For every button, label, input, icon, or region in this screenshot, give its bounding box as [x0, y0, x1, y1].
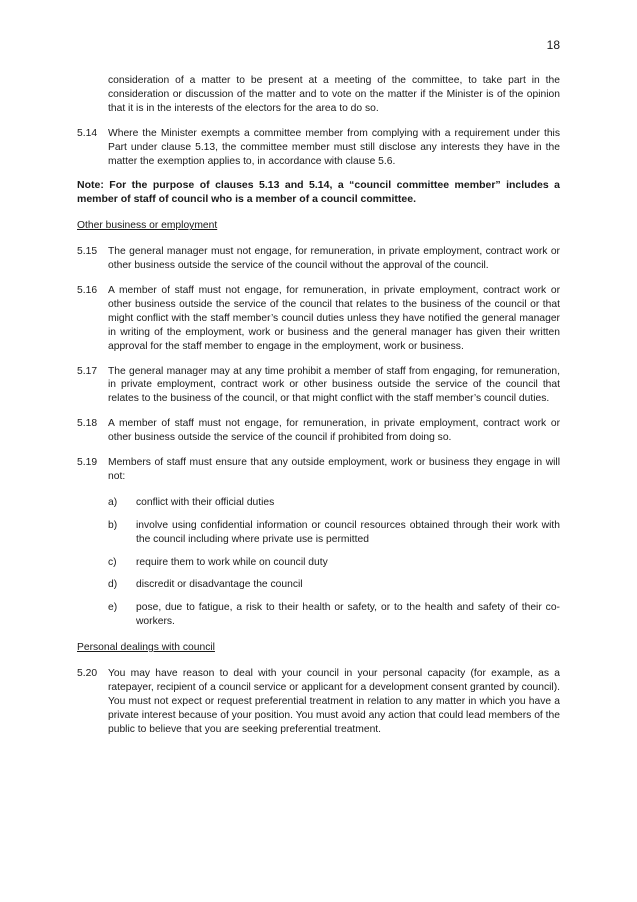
clause-5-14 — [77, 127, 560, 169]
list-item-label: a) — [108, 496, 118, 508]
list-item-d — [108, 578, 560, 592]
list-item-text: conflict with their official duties — [136, 496, 275, 508]
clause-text: Where the Minister exempts a committee member from complying with a requirement under this Part under clause 5.13, the committee member must still disclose any interests they have in the matter the exemption applies to, in accordance with clause 5.6. — [108, 127, 560, 167]
list-item-label: e) — [108, 602, 118, 614]
clause-5-16 — [77, 284, 560, 354]
clause-text: You may have reason to deal with your council in your personal capacity (for example, as a ratepayer, recipient of a council service or applicant for a development consent granted by council). You must not expect or request preferential treatment in relation to any matter in which you have a private interest because of your position. You must avoid any action that could lead members of the public to believe that you are seeking preferential treatment. — [108, 668, 560, 735]
page-number: 18 — [546, 38, 560, 52]
list-item-text: require them to work while on council duty — [136, 556, 328, 568]
clause-number: 5.19 — [77, 457, 98, 469]
clause-number: 5.20 — [77, 668, 98, 680]
clause-5-20 — [77, 667, 560, 737]
clause-5-17 — [77, 365, 560, 407]
document-body — [77, 74, 560, 737]
list-item-label: c) — [108, 556, 117, 568]
clause-number: 5.16 — [77, 284, 98, 296]
list-item-c — [108, 556, 560, 570]
list-item-b — [108, 519, 560, 547]
clause-text: A member of staff must not engage, for remuneration, in private employment, contract work or other business outside the service of the council if prohibited from doing so. — [108, 418, 560, 444]
clause-text: The general manager must not engage, for remuneration, in private employment, contract work or other business outside the service of the council without the approval of the council. — [108, 246, 560, 272]
clause-text: Members of staff must ensure that any outside employment, work or business they engage in will not: — [108, 457, 560, 482]
clause-number: 5.17 — [77, 365, 98, 377]
heading-personal-dealings: Personal dealings with council — [77, 642, 215, 654]
list-item-text: discredit or disadvantage the council — [136, 579, 303, 591]
clause-number: 5.18 — [77, 418, 98, 430]
clause-5-18 — [77, 417, 560, 445]
list-item-text: involve using confidential information or council resources obtained through their work with the council including where private use is permitted — [136, 519, 560, 545]
clause-text: The general manager may at any time prohibit a member of staff from engaging, for remuneration, in private employment, contract work or other business outside the service of the council that relates to the business of the council, or that might conflict with the staff member’s council duties. — [108, 365, 560, 405]
clause-number: 5.15 — [77, 246, 98, 258]
clause-5-19 — [77, 456, 560, 484]
clause-text: A member of staff must not engage, for remuneration, in private employment, contract work or other business outside the service of the council that relates to the business of the council or that might conflict with the staff member’s council duties unless they have notified the general manager in writing of the employment, work or business and the general manager has given their written approval for the staff member to engage in the employment, work or business. — [108, 284, 560, 352]
note-paragraph: Note: For the purpose of clauses 5.13 and 5.14, a “council committee member” includes a member of staff of council who is a member of a council committee. — [77, 179, 560, 206]
continuation-paragraph: consideration of a matter to be present at a meeting of the committee, to take part in the consideration or discussion of the matter and to vote on the matter if the Minister is of the opinion that it is in the interests of the electors for the area to do so. — [108, 75, 560, 114]
list-item-label: b) — [108, 519, 118, 531]
clause-5-15 — [77, 245, 560, 273]
list-item-label: d) — [108, 579, 118, 591]
heading-other-business: Other business or employment — [77, 220, 218, 232]
list-item-a — [108, 496, 560, 510]
list-item-text: pose, due to fatigue, a risk to their health or safety, or to the health and safety of their co-workers. — [136, 602, 560, 628]
clause-number: 5.14 — [77, 127, 98, 139]
list-item-e — [108, 601, 560, 629]
